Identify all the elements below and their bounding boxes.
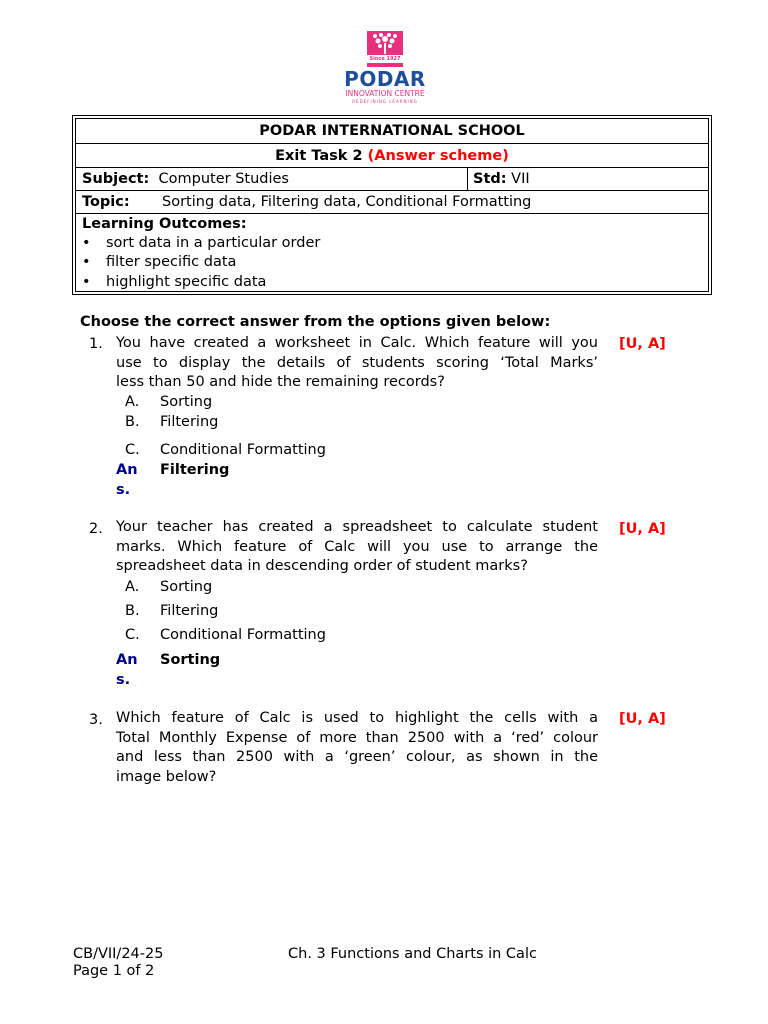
subject-label: Subject:	[82, 171, 150, 187]
question-text: Your teacher has created a spreadsheet to calculate student marks. Which feature of Calc will you use to arrange the spreadsheet data in descending order of student marks?	[116, 519, 598, 575]
option-label: C.	[125, 627, 140, 643]
subject-cell	[82, 168, 289, 190]
topic-label: Topic:	[82, 194, 130, 210]
footer-code: CB/VII/24-25	[73, 946, 164, 962]
option-text: Conditional Formatting	[160, 442, 326, 458]
question-tag: [U, A]	[619, 711, 666, 727]
list-item: • filter specific data	[82, 254, 237, 270]
option-text: Filtering	[160, 414, 219, 430]
option-label: C.	[125, 442, 140, 458]
header-table	[72, 115, 712, 295]
answer-scheme-label: (Answer scheme)	[367, 148, 509, 164]
std-cell	[473, 168, 530, 190]
question-tag: [U, A]	[619, 521, 666, 537]
option-text: Sorting	[160, 579, 213, 595]
answer-text: Filtering	[160, 462, 230, 478]
tree-icon	[367, 31, 403, 67]
list-item: • highlight specific data	[82, 274, 267, 290]
podar-logo	[337, 29, 433, 109]
logo-since: Since 1927	[367, 55, 403, 63]
topic-value: Sorting data, Filtering data, Conditional Formatting	[162, 194, 532, 210]
logo-name: PODAR	[344, 67, 426, 91]
subject-row	[76, 168, 708, 191]
question-text: Which feature of Calc is used to highlight the cells with a Total Monthly Expense of more than 2500 with a ‘red’ colour and less than 2500 with a ‘green’ colour, as shown in the image below?	[116, 710, 598, 786]
task-title	[76, 144, 708, 168]
option-label: B.	[125, 603, 140, 619]
option-label: A.	[125, 394, 140, 410]
option-text: Conditional Formatting	[160, 627, 326, 643]
option-text: Sorting	[160, 394, 213, 410]
instructions: Choose the correct answer from the options given below:	[80, 314, 551, 330]
question-number: 2.	[89, 521, 103, 537]
logo-subtitle: INNOVATION CENTRE	[345, 89, 425, 98]
topic-row	[76, 191, 708, 214]
option-text: Filtering	[160, 603, 219, 619]
question-text: You have created a worksheet in Calc. Which feature will you use to display the details of students scoring ‘Total Marks’ less than 50 and hide the remaining records?	[116, 335, 598, 391]
learning-outcomes	[76, 214, 708, 291]
logo-tagline: REDEFINING LEARNING	[352, 99, 418, 104]
answer-text: Sorting	[160, 652, 221, 668]
std-value: VII	[511, 171, 530, 187]
task-label: Exit Task 2	[275, 148, 363, 164]
footer-page: Page 1 of 2	[73, 963, 155, 979]
answer-label: Ans.	[116, 462, 138, 498]
subject-value: Computer Studies	[158, 171, 289, 187]
option-label: A.	[125, 579, 140, 595]
list-item: • sort data in a particular order	[82, 235, 321, 251]
question-number: 3.	[89, 712, 103, 728]
question-number: 1.	[89, 336, 103, 352]
school-name: PODAR INTERNATIONAL SCHOOL	[76, 119, 708, 144]
outcomes-title: Learning Outcomes:	[82, 216, 247, 232]
column-divider	[467, 168, 468, 190]
question-tag: [U, A]	[619, 336, 666, 352]
std-label: Std:	[473, 171, 507, 187]
option-label: B.	[125, 414, 140, 430]
answer-label: Ans.	[116, 652, 138, 688]
footer-chapter: Ch. 3 Functions and Charts in Calc	[288, 946, 537, 962]
